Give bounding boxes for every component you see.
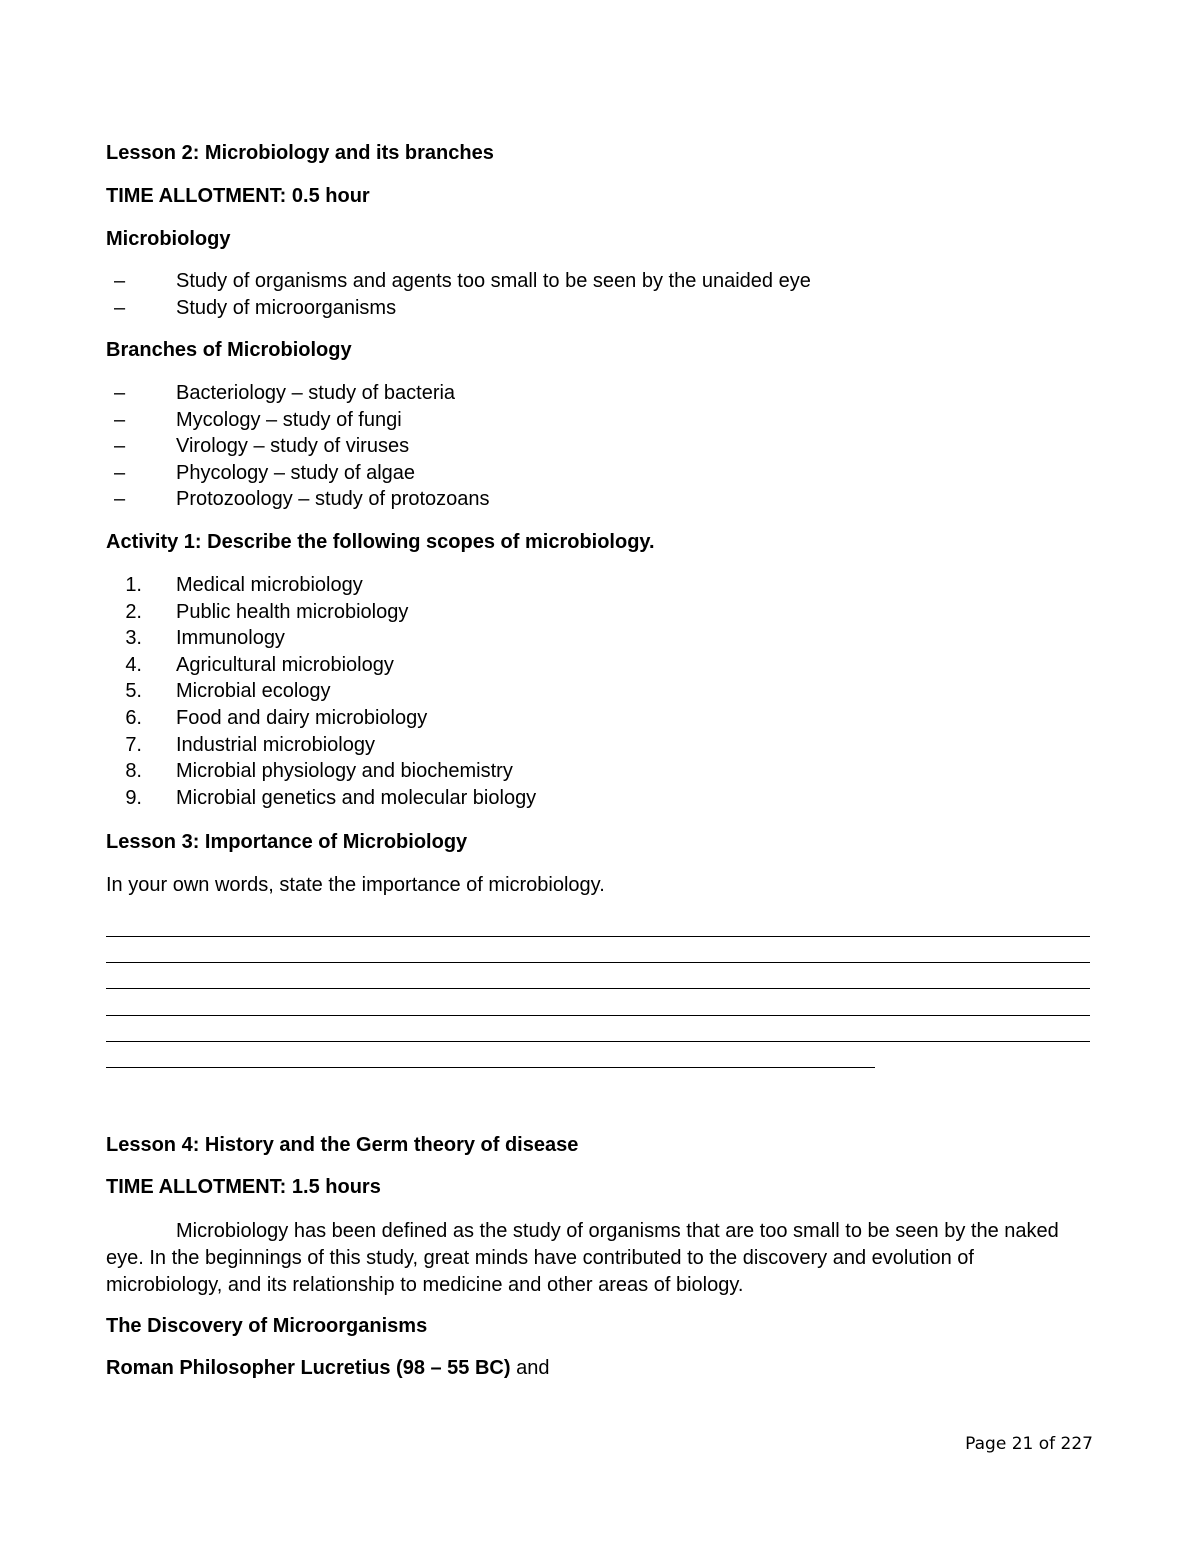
document-page: Lesson 2: Microbiology and its branches TIME ALLOTMENT: 0.5 hour Microbiology – Study of organisms and agents too small to be seen by the unaided eye – Study of microorganisms Branches of Microbiology – Bacteriology – study of bacteria – Mycology – study of fungi – Virology – study of viruses – Phycology – study of algae – Protozoology – study of protozoans Activity 1: Describe the following scopes of microbiology. 1. Medical microbiology 2. Public health microbiology 3. Immunology 4. Agricultural microbiology 5. Microbial ecology 6. Food and dairy microbiology 7. Industrial microbiology 8. Microbial physiology and biochemistry 9. Microbial genetics and molecular biology Lesson 3: Importance of Microbiology In your own words, state the importance of microbiology. Lesson 4: History and the Germ theory of disease TIME ALLOTMENT: 1.5 hours Microbiology has been defined as the study of organisms that are too small to be seen by the naked eye. In the beginnings of this study, great minds have contributed to the discovery and evolution of microbiology, and its relationship to medicine and other areas of biology. The Discovery of Microorganisms Roman Philosopher Lucretius (98 – 55 BC) and Page 21 of 227 bbox=[106, 142, 1093, 1454]
answer-line[interactable] bbox=[106, 936, 1090, 937]
discovery-heading: The Discovery of Microorganisms bbox=[106, 1315, 428, 1337]
bullet-dash: – bbox=[114, 435, 126, 458]
lesson3-title: Lesson 3: Importance of Microbiology bbox=[106, 831, 468, 853]
bullet-dash: – bbox=[114, 382, 126, 404]
lucretius-line: Roman Philosopher Lucretius (98 – 55 BC) and bbox=[106, 1357, 550, 1379]
lesson4-paragraph: Microbiology has been defined as the study of organisms that are too small to be seen by the naked eye. In the beginnings of this study, great minds have contributed to the discovery and evolution of microbiology, and its relationship to medicine and other areas of biology. bbox=[106, 1220, 1059, 1296]
branches-heading: Branches of Microbiology bbox=[106, 339, 352, 361]
bullet-dash: – bbox=[114, 408, 126, 431]
answer-lines[interactable] bbox=[106, 936, 1090, 1093]
answer-line[interactable] bbox=[106, 1041, 1090, 1042]
lesson4-title: Lesson 4: History and the Germ theory of disease bbox=[106, 1134, 579, 1156]
lesson3-prompt: In your own words, state the importance of microbiology. bbox=[106, 874, 605, 896]
bullet-dash: – bbox=[114, 270, 126, 292]
answer-line[interactable] bbox=[106, 962, 1090, 963]
microbiology-heading: Microbiology bbox=[106, 228, 231, 250]
bullet-dash: – bbox=[114, 461, 126, 484]
bullet-dash: – bbox=[114, 296, 126, 319]
page-number: Page 21 of 227 bbox=[965, 1434, 1093, 1454]
answer-line[interactable] bbox=[106, 1015, 1090, 1016]
lesson4-time-allotment: TIME ALLOTMENT: 1.5 hours bbox=[106, 1176, 381, 1198]
answer-line[interactable] bbox=[106, 988, 1090, 989]
lesson2-title: Lesson 2: Microbiology and its branches bbox=[106, 142, 494, 164]
answer-line[interactable] bbox=[106, 1067, 875, 1068]
activity1-title: Activity 1: Describe the following scopes of microbiology. bbox=[106, 531, 655, 553]
lesson2-time-allotment: TIME ALLOTMENT: 0.5 hour bbox=[106, 185, 370, 207]
bullet-dash: – bbox=[114, 488, 126, 511]
